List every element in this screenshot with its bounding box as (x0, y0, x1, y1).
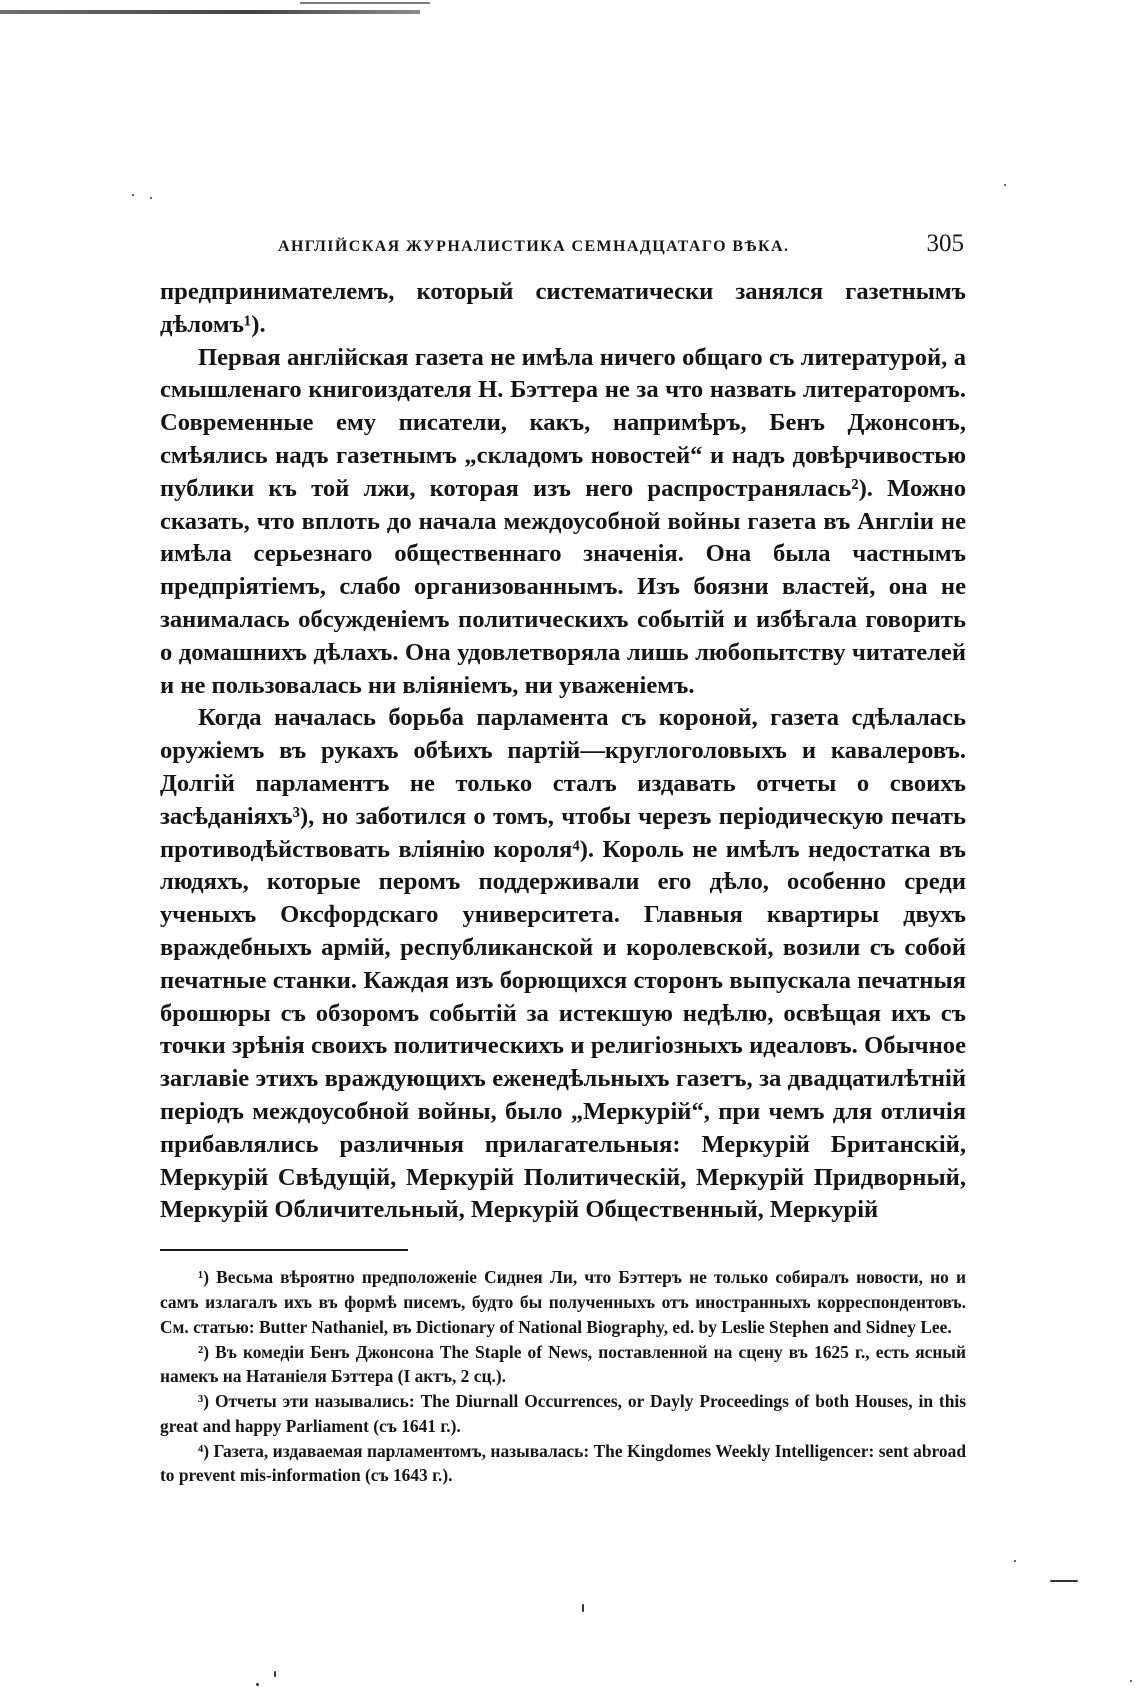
footnote: ¹) Весьма вѣроятно предположеніе Сиднея Ли, что Бэттеръ не только собиралъ новости, но и самъ излагалъ ихъ въ формѣ писемъ, будто бы полученныхъ отъ иностранныхъ корреспондентовъ. См. статью: Butter Nathaniel, въ Dictionary of National Biography, ed. by Leslie Stephen and Sidney Lee. (160, 1267, 966, 1337)
speck (256, 1683, 259, 1686)
book-page (160, 230, 966, 1488)
scan-edge-mark (0, 10, 420, 14)
running-head (160, 230, 966, 270)
footnote: ²) Въ комедіи Бенъ Джонсона The Staple of News, поставленной на сцену въ 1625 г., есть ясный намекъ на Натаніеля Бэттера (I актъ, 2 сц.). (160, 1341, 966, 1387)
speck (274, 1671, 276, 1677)
running-title: АНГЛІЙСКАЯ ЖУРНАЛИСТИКА СЕМНАДЦАТАГО ВѢКА. (278, 238, 790, 255)
speck (132, 194, 134, 196)
paragraph: Когда началась борьба парламента съ короной, газета сдѣлалась оружіемъ въ рукахъ обѣихъ партій—круглоголовыхъ и кавалеровъ. Долгій парламентъ не только сталъ издавать отчеты о своихъ засѣданіяхъ³), но заботился о томъ, чтобы черезъ періодическую печать противодѣйствовать вліянію короля⁴). Король не имѣлъ недостатка въ людяхъ, которые перомъ поддерживали его дѣло, особенно среди ученыхъ Оксфордскаго университета. Главныя квартиры двухъ враждебныхъ армій, республиканской и королевской, возили съ собой печатные станки. Каждая изъ борющихся сторонъ выпускала печатныя брошюры съ обзоромъ событій за истекшую недѣлю, освѣщая ихъ съ точки зрѣнія своихъ политическихъ и религіозныхъ идеаловъ. Обычное заглавіе этихъ враждующихъ еженедѣльныхъ газетъ, за двадцатилѣтній періодъ междоусобной войны, было „Меркурій“, при чемъ для отличія прибавлялись различныя прилагательныя: Меркурій Британскій, Меркурій Свѣдущій, Меркурій Политическій, Меркурій Придворный, Меркурій Обличительный, Меркурій Общественный, Меркурій (160, 704, 966, 1224)
footnote: ⁴) Газета, издаваемая парламентомъ, называлась: The Kingdomes Weekly Intelligencer: sent abroad to prevent mis-information (съ 1643 г.). (160, 1440, 966, 1486)
speck (150, 197, 152, 199)
paragraph: Первая англійская газета не имѣла ничего общаго съ литературой, а смышленаго книгоиздателя Н. Бэттера не за что назвать литераторомъ. Современные ему писатели, какъ, напримѣръ, Бенъ Джонсонъ, смѣялись надъ газетнымъ „складомъ новостей“ и надъ довѣрчивостью публики къ той лжи, которая изъ него распространялась²). Можно сказать, что вплоть до начала междоусобной войны газета въ Англіи не имѣла серьезнаго общественнаго значенія. Она была частнымъ предпріятіемъ, слабо организованнымъ. Изъ боязни властей, она не занималась обсужденіемъ политическихъ событій и избѣгала говорить о домашнихъ дѣлахъ. Она удовлетворяла лишь любопытству читателей и не пользовалась ни вліяніемъ, ни уваженіемъ. (160, 343, 966, 699)
scan-edge-mark (300, 2, 430, 4)
footnote: ³) Отчеты эти назывались: The Diurnall Occurrences, or Dayly Proceedings of both Houses, in this great and happy Parliament (съ 1641 г.). (160, 1391, 966, 1436)
main-text (160, 276, 966, 1227)
footnote-divider (160, 1249, 408, 1251)
speck (1050, 1580, 1078, 1582)
speck (1014, 1560, 1016, 1562)
speck (1130, 1680, 1132, 1682)
paragraph: предпринимателемъ, который систематически занялся газетнымъ дѣломъ¹). (160, 278, 966, 338)
speck (582, 1604, 584, 1612)
page-number: 305 (926, 230, 964, 257)
speck (1004, 184, 1006, 186)
footnotes (160, 1265, 966, 1488)
